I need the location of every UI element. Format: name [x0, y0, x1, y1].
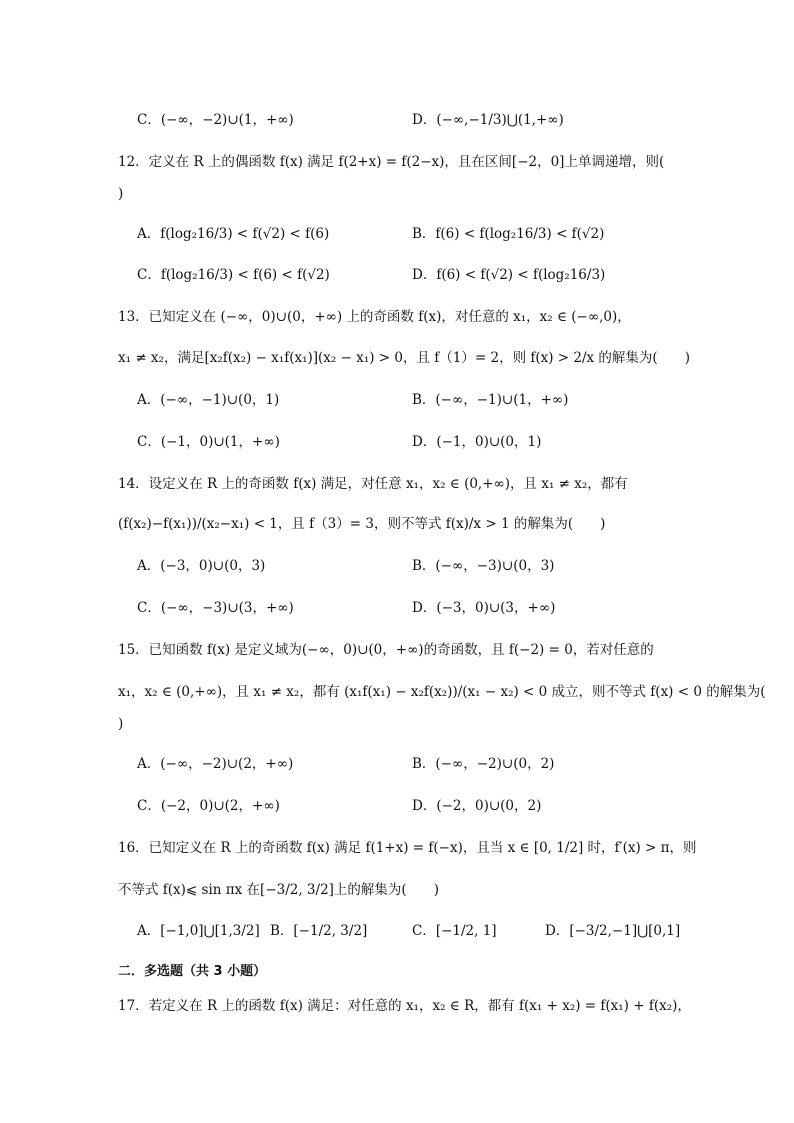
q14-option-d: D．(−3，0)∪(3，+∞): [412, 600, 556, 616]
q12-stem: 12．定义在 R 上的偶函数 f(x) 满足 f(2+x) = f(2−x)，且在区间[−2，0]上单调递增，则(: [118, 154, 665, 170]
q15-stem-cont: ): [118, 716, 124, 732]
q15-stem: 15．已知函数 f(x) 是定义域为(−∞，0)∪(0，+∞)的奇函数，且 f(−2) = 0，若对任意的: [118, 642, 654, 658]
q14-stem: 14．设定义在 R 上的奇函数 f(x) 满足，对任意 x₁，x₂ ∈ (0,+∞)，且 x₁ ≠ x₂，都有: [118, 476, 628, 492]
q15-option-a: A．(−∞，−2)∪(2，+∞): [137, 756, 294, 772]
q11-option-d: D．(−∞,−1/3)⋃(1,+∞): [412, 112, 564, 128]
q13-option-b: B．(−∞，−1)∪(1，+∞): [412, 392, 569, 408]
q16-stem: 16．已知定义在 R 上的奇函数 f(x) 满足 f(1+x) = f(−x)，且当 x ∈ [0, 1/2] 时，f′(x) > π，则: [118, 840, 697, 856]
q13-option-a: A．(−∞，−1)∪(0，1): [137, 392, 280, 408]
q14-option-b: B．(−∞，−3)∪(0，3): [412, 558, 555, 574]
q14-option-c: C．(−∞，−3)∪(3，+∞): [137, 600, 294, 616]
q16-option-b: B．[−1/2, 3/2]: [270, 923, 368, 939]
q12-option-d: D．f(6) < f(√2) < f(log₂16/3): [412, 267, 606, 283]
q14-option-a: A．(−3，0)∪(0，3): [137, 558, 266, 574]
q12-stem-cont: ): [118, 186, 124, 202]
q13-stem: 13．已知定义在 (−∞，0)∪(0，+∞) 上的奇函数 f(x)，对任意的 x₁，x₂ ∈ (−∞,0)，: [118, 309, 631, 325]
q12-option-c: C．f(log₂16/3) < f(6) < f(√2): [137, 267, 330, 283]
q16-option-d: D．[−3/2,−1]⋃[0,1]: [545, 923, 681, 939]
q14-stem-line2: (f(x₂)−f(x₁))/(x₂−x₁) < 1，且 f（3）= 3，则不等式 f(x)/x > 1 的解集为( ): [118, 516, 606, 532]
q17-stem: 17．若定义在 R 上的函数 f(x) 满足：对任意的 x₁，x₂ ∈ R，都有 f(x₁ + x₂) = f(x₁) + f(x₂)，: [118, 998, 691, 1014]
q15-option-c: C．(−2，0)∪(2，+∞): [137, 798, 280, 814]
q16-option-a: A．[−1,0]⋃[1,3/2]: [137, 923, 260, 939]
q15-option-b: B．(−∞，−2)∪(0，2): [412, 756, 555, 772]
q11-option-c: C．(−∞，−2)∪(1，+∞): [137, 112, 294, 128]
q13-option-c: C．(−1，0)∪(1，+∞): [137, 434, 280, 450]
q12-option-a: A．f(log₂16/3) < f(√2) < f(6): [137, 226, 330, 242]
q15-option-d: D．(−2，0)∪(0，2): [412, 798, 542, 814]
q16-stem-line2: 不等式 f(x)⩽ sin πx 在[−3/2, 3/2]上的解集为( ): [118, 882, 439, 898]
section-heading-multiple-choice: 二．多选题（共 3 小题）: [118, 964, 267, 979]
q13-stem-line2: x₁ ≠ x₂，满足[x₂f(x₂) − x₁f(x₁)](x₂ − x₁) > 0，且 f（1）= 2，则 f(x) > 2/x 的解集为( ): [118, 350, 690, 366]
q13-option-d: D．(−1，0)∪(0，1): [412, 434, 542, 450]
q16-option-c: C．[−1/2, 1]: [412, 923, 497, 939]
q15-stem-line2: x₁，x₂ ∈ (0,+∞)，且 x₁ ≠ x₂，都有 (x₁f(x₁) − x₂f(x₂))/(x₁ − x₂) < 0 成立，则不等式 f(x) < 0 的解集为(: [118, 684, 766, 700]
q12-option-b: B．f(6) < f(log₂16/3) < f(√2): [412, 226, 605, 242]
